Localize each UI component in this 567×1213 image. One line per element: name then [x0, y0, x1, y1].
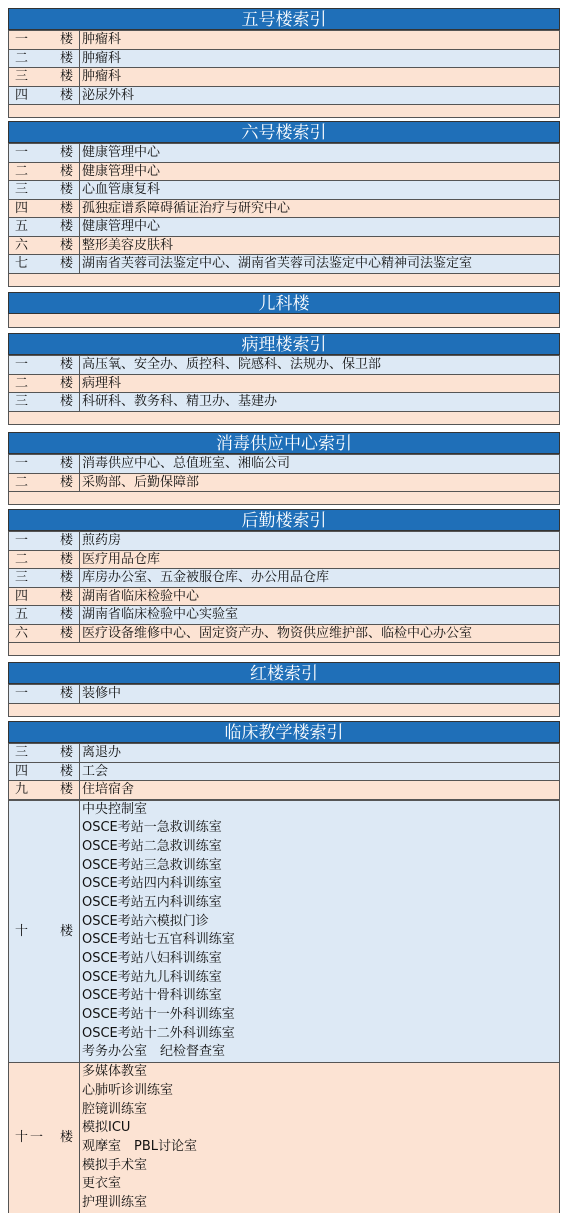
table-row: [9, 144, 560, 163]
department-item: OSCE考站十二外科训练室: [82, 1025, 235, 1041]
department-cell: 肿瘤科: [80, 31, 560, 50]
department-cell: 健康管理中心: [80, 144, 560, 163]
floor-label: 四 楼: [9, 199, 80, 218]
table-row: [9, 455, 560, 474]
floor-label: 一 楼: [9, 685, 80, 704]
section-title: 后勤楼索引: [8, 509, 560, 531]
department-item: 模拟手术室: [82, 1157, 148, 1173]
floor-table: [8, 143, 560, 274]
department-item: 多媒体教室: [82, 1064, 148, 1080]
floor-label: 一 楼: [9, 532, 80, 551]
table-row: [9, 218, 560, 237]
department-cell: 整形美容皮肤科: [80, 236, 560, 255]
section-6: [8, 662, 560, 717]
section-spacer: [8, 492, 560, 505]
department-item: 观摩室 PBL讨论室: [82, 1138, 198, 1154]
department-item: OSCE考站四内科训练室: [82, 876, 222, 892]
floor-label: 三 楼: [9, 569, 80, 588]
floor-label: 十 楼: [9, 800, 80, 1063]
department-list: [80, 800, 560, 1063]
floor-label: 四 楼: [9, 587, 80, 606]
department-cell: 健康管理中心: [80, 162, 560, 181]
table-row: [9, 86, 560, 105]
department-cell: 高压氧、安全办、质控科、院感科、法规办、保卫部: [80, 356, 560, 375]
floor-label: 三 楼: [9, 68, 80, 87]
table-row: [9, 356, 560, 375]
department-cell: 装修中: [80, 685, 560, 704]
department-item: OSCE考站五内科训练室: [82, 894, 222, 910]
department-cell: 湖南省临床检验中心实验室: [80, 606, 560, 625]
table-row: [9, 762, 560, 781]
section-4: [8, 432, 560, 505]
section-5: [8, 509, 560, 656]
section-title: 五号楼索引: [8, 8, 560, 30]
floor-label: 二 楼: [9, 162, 80, 181]
floor-label: 二 楼: [9, 374, 80, 393]
section-2: [8, 292, 560, 328]
table-row: [9, 199, 560, 218]
floor-label: 七 楼: [9, 255, 80, 274]
department-item: 腔镜训练室: [82, 1101, 148, 1117]
floor-label: 一 楼: [9, 455, 80, 474]
floor-label: 一 楼: [9, 31, 80, 50]
table-row: [9, 587, 560, 606]
table-row: [9, 181, 560, 200]
department-item: OSCE考站八妇科训练室: [82, 951, 222, 966]
department-cell: 心血管康复科: [80, 181, 560, 200]
department-cell: 科研科、教务科、精卫办、基建办: [80, 393, 560, 412]
floor-label: 五 楼: [9, 606, 80, 625]
section-7: [8, 721, 560, 1213]
section-1: [8, 121, 560, 287]
section-3: [8, 333, 560, 425]
section-spacer: [8, 643, 560, 656]
floor-table: [8, 684, 560, 704]
floor-table: [8, 30, 560, 105]
section-title: 儿科楼: [8, 292, 560, 314]
department-list: [80, 1063, 560, 1213]
table-row: [9, 49, 560, 68]
floor-table: [8, 454, 560, 492]
floor-label: 三 楼: [9, 744, 80, 763]
department-cell: 孤独症谱系障碍循证治疗与研究中心: [80, 199, 560, 218]
floor-label: 二 楼: [9, 473, 80, 492]
floor-label: 一 楼: [9, 144, 80, 163]
department-item: 考务办公室 纪检督查室: [82, 1044, 226, 1060]
table-row: [9, 255, 560, 274]
section-0: [8, 8, 560, 118]
table-row: [9, 162, 560, 181]
section-title: 临床教学楼索引: [8, 721, 560, 743]
department-item: OSCE考站十一外科训练室: [82, 1007, 235, 1023]
floor-label: 十一 楼: [9, 1063, 80, 1213]
department-cell: 采购部、后勤保障部: [80, 473, 560, 492]
department-cell: 湖南省芙蓉司法鉴定中心、湖南省芙蓉司法鉴定中心精神司法鉴定室: [80, 255, 560, 274]
department-cell: 煎药房: [80, 532, 560, 551]
department-item: OSCE考站六模拟门诊: [82, 913, 209, 929]
floor-label: 二 楼: [9, 550, 80, 569]
department-cell: 肿瘤科: [80, 68, 560, 87]
table-row: [9, 236, 560, 255]
table-row: [9, 606, 560, 625]
department-cell: 医疗设备维修中心、固定资产办、物资供应维护部、临检中心办公室: [80, 624, 560, 643]
department-item: 模拟ICU: [82, 1120, 131, 1136]
floor-table: [8, 355, 560, 412]
table-row: [9, 532, 560, 551]
department-cell: 肿瘤科: [80, 49, 560, 68]
table-row: [9, 624, 560, 643]
section-title: 病理楼索引: [8, 333, 560, 355]
table-row: [9, 550, 560, 569]
department-item: 更衣室: [82, 1176, 122, 1192]
table-row: [9, 31, 560, 50]
floor-label: 四 楼: [9, 762, 80, 781]
table-row: [9, 473, 560, 492]
department-cell: 湖南省临床检验中心: [80, 587, 560, 606]
department-cell: 工会: [80, 762, 560, 781]
section-spacer: [8, 274, 560, 287]
floor-label: 一 楼: [9, 356, 80, 375]
department-item: 中央控制室: [82, 801, 148, 817]
floor-label: 二 楼: [9, 49, 80, 68]
department-cell: 住培宿舍: [80, 781, 560, 800]
department-item: OSCE考站三急救训练室: [82, 857, 222, 873]
floor-label: 四 楼: [9, 86, 80, 105]
department-cell: 健康管理中心: [80, 218, 560, 237]
department-cell: 离退办: [80, 744, 560, 763]
section-spacer: [8, 412, 560, 425]
table-row: [9, 781, 560, 800]
table-row: [9, 800, 560, 1063]
department-cell: 消毒供应中心、总值班室、湘临公司: [80, 455, 560, 474]
section-title: 六号楼索引: [8, 121, 560, 143]
department-cell: 库房办公室、五金被服仓库、办公用品仓库: [80, 569, 560, 588]
department-item: OSCE考站七五官科训练室: [82, 932, 235, 948]
table-row: [9, 569, 560, 588]
tall-floor-table: [8, 800, 560, 1213]
section-title: 消毒供应中心索引: [8, 432, 560, 454]
table-row: [9, 744, 560, 763]
section-spacer: [8, 314, 560, 328]
department-item: OSCE考站二急救训练室: [82, 838, 222, 854]
department-item: OSCE考站一急救训练室: [82, 820, 222, 836]
section-spacer: [8, 105, 560, 118]
floor-table: [8, 531, 560, 643]
table-row: [9, 393, 560, 412]
department-item: OSCE考站十骨科训练室: [82, 988, 222, 1004]
table-row: [9, 374, 560, 393]
floor-label: 六 楼: [9, 236, 80, 255]
floor-label: 六 楼: [9, 624, 80, 643]
department-cell: 泌尿外科: [80, 86, 560, 105]
table-row: [9, 68, 560, 87]
table-row: [9, 685, 560, 704]
department-cell: 医疗用品仓库: [80, 550, 560, 569]
section-spacer: [8, 704, 560, 717]
floor-label: 三 楼: [9, 393, 80, 412]
floor-table: [8, 743, 560, 800]
floor-label: 五 楼: [9, 218, 80, 237]
department-item: 护理训练室: [82, 1194, 148, 1210]
department-cell: 病理科: [80, 374, 560, 393]
floor-label: 九 楼: [9, 781, 80, 800]
floor-label: 三 楼: [9, 181, 80, 200]
department-item: OSCE考站九儿科训练室: [82, 969, 222, 985]
department-item: 心肺听诊训练室: [82, 1082, 174, 1098]
section-title: 红楼索引: [8, 662, 560, 684]
table-row: [9, 1063, 560, 1213]
